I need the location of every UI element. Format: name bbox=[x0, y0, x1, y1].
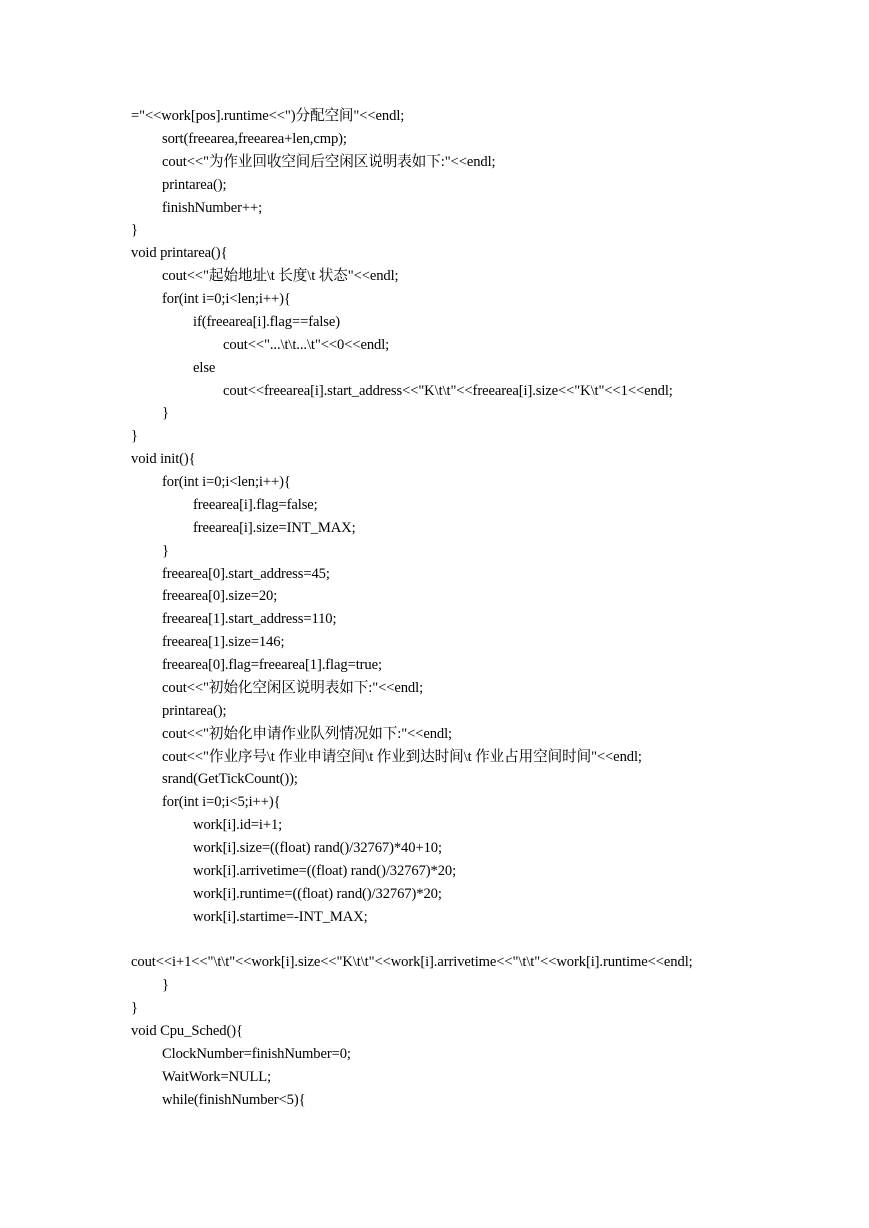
code-line: printarea(); bbox=[162, 176, 227, 193]
code-line: sort(freearea,freearea+len,cmp); bbox=[162, 130, 347, 147]
code-line: } bbox=[162, 405, 169, 422]
code-line: if(freearea[i].flag==false) bbox=[193, 313, 341, 330]
code-line: freearea[0].start_address=45; bbox=[162, 565, 330, 582]
code-line: for(int i=0;i<5;i++){ bbox=[162, 794, 281, 811]
code-line: } bbox=[131, 1000, 138, 1017]
code-line: void printarea(){ bbox=[131, 245, 228, 262]
code-line: srand(GetTickCount()); bbox=[162, 771, 298, 788]
code-line: freearea[1].size=146; bbox=[162, 634, 285, 651]
code-line: cout<<freearea[i].start_address<<"K\t\t"<<freearea[i].size<<"K\t"<<1<<endl; bbox=[223, 382, 673, 399]
code-line: freearea[i].size=INT_MAX; bbox=[193, 519, 356, 536]
code-line: work[i].id=i+1; bbox=[193, 817, 283, 834]
code-line: WaitWork=NULL; bbox=[162, 1068, 272, 1085]
code-line: cout<<"作业序号\t 作业申请空间\t 作业到达时间\t 作业占用空间时间"<<endl; bbox=[162, 748, 642, 765]
code-line: ="<<work[pos].runtime<<")分配空间"<<endl; bbox=[131, 108, 405, 124]
code-line: work[i].startime=-INT_MAX; bbox=[193, 908, 368, 925]
code-line: } bbox=[131, 222, 138, 239]
code-line: cout<<"起始地址\t 长度\t 状态"<<endl; bbox=[162, 268, 399, 285]
code-line: printarea(); bbox=[162, 702, 227, 719]
code-line: else bbox=[193, 359, 216, 376]
code-line: } bbox=[162, 542, 169, 559]
code-line: void Cpu_Sched(){ bbox=[131, 1023, 243, 1039]
code-line: work[i].runtime=((float) rand()/32767)*20; bbox=[193, 885, 442, 902]
code-line-blank bbox=[131, 929, 851, 952]
code-line: void init(){ bbox=[131, 451, 196, 468]
code-line: for(int i=0;i<len;i++){ bbox=[162, 474, 291, 490]
code-line: finishNumber++; bbox=[162, 199, 263, 216]
code-line: cout<<"初始化空闲区说明表如下:"<<endl; bbox=[162, 679, 424, 696]
code-line: freearea[0].flag=freearea[1].flag=true; bbox=[162, 657, 382, 673]
code-line: work[i].arrivetime=((float) rand()/32767)*20; bbox=[193, 862, 457, 879]
code-line: cout<<"初始化申请作业队列情况如下:"<<endl; bbox=[162, 725, 453, 742]
code-line: work[i].size=((float) rand()/32767)*40+10; bbox=[193, 840, 442, 856]
code-listing bbox=[131, 105, 851, 1112]
code-line: while(finishNumber<5){ bbox=[162, 1091, 306, 1108]
code-line: } bbox=[162, 977, 169, 994]
code-line: freearea[1].start_address=110; bbox=[162, 611, 337, 628]
code-line: cout<<"为作业回收空间后空闲区说明表如下:"<<endl; bbox=[162, 153, 496, 170]
code-line: freearea[i].flag=false; bbox=[193, 496, 318, 513]
code-line: } bbox=[131, 428, 138, 445]
code-line: for(int i=0;i<len;i++){ bbox=[162, 291, 291, 307]
code-line: cout<<i+1<<"\t\t"<<work[i].size<<"K\t\t"<<work[i].arrivetime<<"\t\t"<<work[i].runtime<<endl; bbox=[131, 954, 693, 971]
code-line: cout<<"...\t\t...\t"<<0<<endl; bbox=[223, 336, 390, 353]
code-line: freearea[0].size=20; bbox=[162, 588, 278, 605]
code-line: ClockNumber=finishNumber=0; bbox=[162, 1045, 351, 1062]
